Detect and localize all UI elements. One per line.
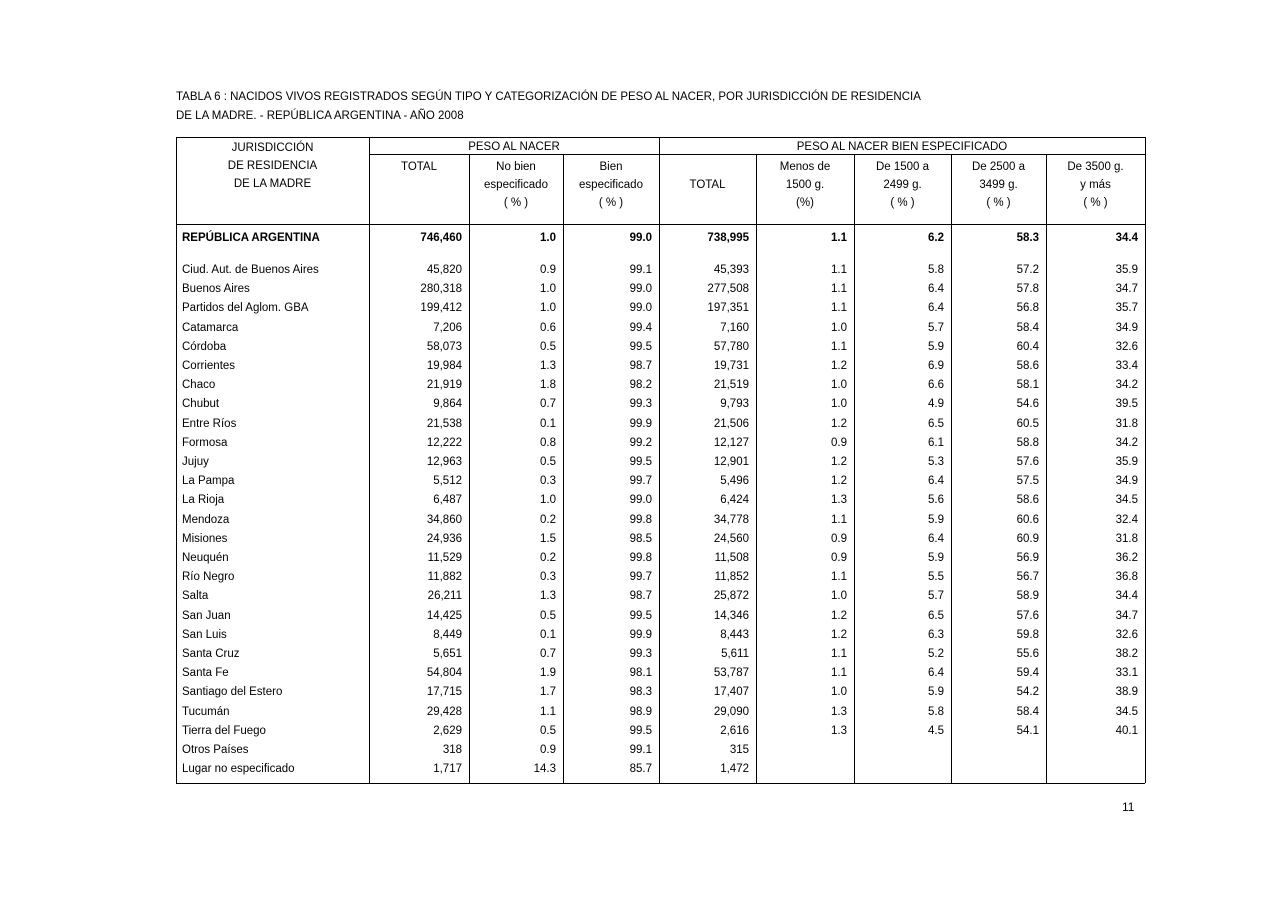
- table-row-value: 1.0: [831, 590, 847, 602]
- total-row-value-5: 1.1: [831, 232, 847, 244]
- group-header-peso-al-nacer: PESO AL NACER: [468, 141, 560, 153]
- table-row-value: 8,443: [720, 629, 749, 641]
- table-row-value: 0.9: [831, 552, 847, 564]
- table-row-label: Santiago del Estero: [182, 686, 283, 698]
- table-row-label: Chaco: [182, 379, 216, 391]
- table-row-value: 11,882: [427, 571, 462, 583]
- table-row-value: 318: [442, 744, 462, 756]
- table-row-value: 54.2: [1016, 686, 1039, 698]
- table-row-value: 6.4: [928, 283, 944, 295]
- table-row-value: 11,852: [714, 571, 749, 583]
- table-row-value: 7,206: [433, 322, 462, 334]
- table-row-value: 58.6: [1016, 360, 1039, 372]
- table-row-value: 34.7: [1115, 283, 1138, 295]
- column-header-8-line-1: De 3500 g.: [1067, 161, 1124, 173]
- table-row-value: 60.6: [1016, 514, 1039, 526]
- table-row-value: 6.6: [928, 379, 944, 391]
- table-row-value: 34.2: [1115, 379, 1138, 391]
- table-row-value: 2,616: [720, 725, 749, 737]
- table-row-value: 33.4: [1115, 360, 1138, 372]
- table-row-value: 280,318: [420, 283, 462, 295]
- table-row-value: 60.5: [1016, 418, 1039, 430]
- table-row-value: 17,715: [426, 686, 462, 698]
- table-row-value: 5.5: [928, 571, 944, 583]
- table-row-value: 98.2: [629, 379, 652, 391]
- table-row-value: 99.3: [629, 648, 652, 660]
- column-header-6-line-1: De 1500 a: [875, 161, 930, 173]
- table-row-value: 60.4: [1016, 341, 1039, 353]
- table-row-label: San Luis: [182, 629, 227, 641]
- table-row-label: Río Negro: [182, 571, 235, 583]
- table-row-value: 21,538: [426, 418, 462, 430]
- stub-header-line-1: JURISDICCIÓN: [231, 142, 314, 154]
- table-row-value: 0.7: [540, 398, 556, 410]
- table-row-value: 12,127: [713, 437, 749, 449]
- table-row-value: 59.8: [1016, 629, 1039, 641]
- table-row-value: 99.0: [629, 302, 652, 314]
- table-row-value: 0.3: [540, 475, 556, 487]
- table-row-value: 9,864: [433, 398, 462, 410]
- table-row-value: 1,472: [720, 763, 749, 775]
- table-row-value: 21,919: [426, 379, 462, 391]
- table-row-value: 1.1: [831, 341, 847, 353]
- table-row-value: 6.4: [928, 475, 944, 487]
- table-row-value: 34,778: [713, 514, 749, 526]
- total-row-value-7: 58.3: [1016, 232, 1039, 244]
- table-row-label: Otros Países: [182, 744, 249, 756]
- table-row-label: Jujuy: [182, 456, 209, 468]
- table-row-value: 1.8: [540, 379, 556, 391]
- table-row-value: 0.6: [540, 322, 556, 334]
- table-row-value: 277,508: [707, 283, 749, 295]
- table-row-value: 24,560: [713, 533, 749, 545]
- table-row-value: 1.3: [540, 590, 556, 602]
- table-row-value: 1.1: [831, 283, 847, 295]
- table-row-label: Tucumán: [182, 706, 230, 718]
- table-row-value: 36.8: [1115, 571, 1138, 583]
- table-row-value: 56.7: [1016, 571, 1039, 583]
- table-row-label: San Juan: [182, 610, 231, 622]
- table-row-value: 99.1: [629, 264, 652, 276]
- table-row-value: 1.2: [831, 629, 847, 641]
- table-row-value: 4.5: [928, 725, 944, 737]
- total-row-label: REPÚBLICA ARGENTINA: [182, 232, 320, 244]
- table-row-value: 35.9: [1115, 264, 1138, 276]
- table-row-value: 99.3: [629, 398, 652, 410]
- table-row-value: 6.5: [928, 418, 944, 430]
- table-row-value: 0.2: [540, 514, 556, 526]
- table-row-value: 1.3: [831, 494, 847, 506]
- table-row-value: 56.8: [1016, 302, 1039, 314]
- table-row-label: Santa Cruz: [182, 648, 240, 660]
- table-row-value: 5,512: [433, 475, 462, 487]
- table-row-value: 34.5: [1115, 706, 1138, 718]
- column-header-4: TOTAL: [689, 179, 726, 191]
- total-row-value-4: 738,995: [707, 232, 749, 244]
- column-header-5-line-1: Menos de: [779, 161, 831, 173]
- table-row-value: 56.9: [1016, 552, 1039, 564]
- table-row-value: 31.8: [1115, 533, 1138, 545]
- table-vertical-rule: [1145, 137, 1146, 783]
- table-row-value: 35.7: [1115, 302, 1138, 314]
- table-row-label: Entre Ríos: [182, 418, 237, 430]
- table-row-value: 12,222: [426, 437, 462, 449]
- table-row-value: 58.8: [1016, 437, 1039, 449]
- table-row-value: 99.5: [629, 610, 652, 622]
- table-row-label: Partidos del Aglom. GBA: [182, 302, 309, 314]
- table-vertical-rule: [176, 137, 177, 783]
- group-header-peso-bien-especificado: PESO AL NACER BIEN ESPECIFICADO: [796, 141, 1008, 153]
- table-row-value: 99.1: [629, 744, 652, 756]
- table-row-value: 1.0: [831, 686, 847, 698]
- table-row-value: 36.2: [1115, 552, 1138, 564]
- column-header-7-line-3: ( % ): [986, 197, 1011, 209]
- table-row-value: 54.1: [1016, 725, 1039, 737]
- table-row-value: 99.0: [629, 494, 652, 506]
- table-row-value: 0.9: [831, 533, 847, 545]
- table-row-value: 1.9: [540, 667, 556, 679]
- table-row-value: 1.0: [831, 322, 847, 334]
- table-row-value: 58.4: [1016, 706, 1039, 718]
- table-row-label: Salta: [182, 590, 209, 602]
- table-row-value: 6.4: [928, 533, 944, 545]
- table-row-value: 0.9: [540, 744, 556, 756]
- table-row-value: 99.9: [629, 629, 652, 641]
- table-row-value: 98.7: [629, 360, 652, 372]
- column-header-3-line-3: ( % ): [598, 197, 624, 209]
- table-row-value: 1.5: [540, 533, 556, 545]
- table-row-value: 12,901: [713, 456, 749, 468]
- table-row-value: 32.6: [1115, 341, 1138, 353]
- column-header-7-line-1: De 2500 a: [971, 161, 1026, 173]
- table-row-value: 99.8: [629, 552, 652, 564]
- table-row-value: 4.9: [928, 398, 944, 410]
- column-header-8-line-2: y más: [1080, 179, 1111, 191]
- stub-header-line-3: DE LA MADRE: [233, 178, 312, 190]
- total-row-value-1: 746,460: [420, 232, 462, 244]
- table-row-value: 53,787: [713, 667, 749, 679]
- table-row-value: 58.4: [1016, 322, 1039, 334]
- table-row-value: 315: [729, 744, 749, 756]
- table-row-value: 0.5: [540, 725, 556, 737]
- table-row-label: Ciud. Aut. de Buenos Aires: [182, 264, 319, 276]
- table-row-value: 5.3: [928, 456, 944, 468]
- table-row-value: 8,449: [433, 629, 462, 641]
- table-row-value: 24,936: [426, 533, 462, 545]
- table-row-label: Córdoba: [182, 341, 227, 353]
- table-row-value: 34.9: [1115, 475, 1138, 487]
- table-row-value: 6.3: [928, 629, 944, 641]
- table-row-value: 98.9: [629, 706, 652, 718]
- table-row-value: 5.9: [928, 514, 944, 526]
- table-row-value: 14,425: [426, 610, 462, 622]
- column-header-1: TOTAL: [401, 161, 437, 173]
- table-row-value: 6,424: [720, 494, 749, 506]
- table-row-value: 57.2: [1016, 264, 1039, 276]
- table-row-value: 34.9: [1115, 322, 1138, 334]
- table-row-label: Misiones: [182, 533, 228, 545]
- table-row-value: 29,090: [713, 706, 749, 718]
- table-row-value: 33.1: [1115, 667, 1138, 679]
- column-header-2-line-3: ( % ): [503, 197, 529, 209]
- table-title: [176, 88, 1156, 126]
- table-row-value: 11,529: [427, 552, 462, 564]
- table-row-value: 19,984: [426, 360, 462, 372]
- table-row-value: 26,211: [427, 590, 462, 602]
- table-row-value: 98.1: [629, 667, 652, 679]
- table-row-value: 0.5: [540, 456, 556, 468]
- table-row-value: 45,820: [426, 264, 462, 276]
- table-row-label: Neuquén: [182, 552, 229, 564]
- column-header-6-line-3: ( % ): [890, 197, 915, 209]
- table-row-value: 58.9: [1016, 590, 1039, 602]
- table-row-value: 39.5: [1115, 398, 1138, 410]
- table-row-value: 1.2: [831, 418, 847, 430]
- table-row-value: 21,506: [713, 418, 749, 430]
- table-row-value: 99.9: [629, 418, 652, 430]
- table-row-value: 5.7: [928, 322, 944, 334]
- table-row-value: 40.1: [1115, 725, 1138, 737]
- table-row-value: 34.4: [1115, 590, 1138, 602]
- table-row-value: 5.7: [928, 590, 944, 602]
- table-row-value: 99.5: [629, 341, 652, 353]
- table-row-label: Formosa: [182, 437, 228, 449]
- table-row-value: 1.2: [831, 360, 847, 372]
- table-row-value: 5.8: [928, 264, 944, 276]
- table-row-value: 1.0: [540, 283, 556, 295]
- table-row-value: 12,963: [426, 456, 462, 468]
- table-row-value: 0.1: [540, 629, 556, 641]
- column-header-2-line-2: especificado: [484, 179, 548, 191]
- table-row-value: 98.5: [629, 533, 652, 545]
- table-row-value: 6.5: [928, 610, 944, 622]
- table-row-value: 14.3: [533, 763, 556, 775]
- table-row-value: 99.5: [629, 725, 652, 737]
- table-row-label: Mendoza: [182, 514, 230, 526]
- table-row-value: 0.2: [540, 552, 556, 564]
- table-row-value: 38.2: [1115, 648, 1138, 660]
- table-row-value: 14,346: [713, 610, 749, 622]
- table-row-value: 58.6: [1016, 494, 1039, 506]
- table-row-value: 1.0: [831, 379, 847, 391]
- table-row-value: 6.1: [928, 437, 944, 449]
- table-row-value: 0.7: [540, 648, 556, 660]
- table-row-value: 0.9: [540, 264, 556, 276]
- table-row-value: 58,073: [426, 341, 462, 353]
- table-row-value: 0.5: [540, 610, 556, 622]
- table-row-value: 98.7: [629, 590, 652, 602]
- table-row-value: 1.1: [540, 706, 556, 718]
- table-row-value: 9,793: [720, 398, 749, 410]
- table-row-value: 19,731: [713, 360, 749, 372]
- table-row-value: 34,860: [426, 514, 462, 526]
- table-row-value: 58.1: [1016, 379, 1039, 391]
- table-row-value: 0.5: [540, 341, 556, 353]
- table-row-label: La Rioja: [182, 494, 225, 506]
- table-row-value: 45,393: [713, 264, 749, 276]
- table-row-value: 7,160: [720, 322, 749, 334]
- table-row-value: 1.0: [831, 398, 847, 410]
- column-header-2-line-1: No bien: [496, 161, 536, 173]
- table-row-value: 1.1: [831, 514, 847, 526]
- table-row-value: 57.5: [1016, 475, 1039, 487]
- table-row-value: 5.6: [928, 494, 944, 506]
- column-header-5-line-3: (%): [796, 197, 814, 209]
- table-row-value: 54.6: [1016, 398, 1039, 410]
- table-row-value: 1.2: [831, 475, 847, 487]
- table-row-value: 99.8: [629, 514, 652, 526]
- table-row-value: 199,412: [420, 302, 462, 314]
- table-row-value: 34.2: [1115, 437, 1138, 449]
- table-row-value: 60.9: [1016, 533, 1039, 545]
- total-row-value-8: 34.4: [1115, 232, 1138, 244]
- table-row-value: 6.4: [928, 302, 944, 314]
- table-row-value: 1.0: [540, 302, 556, 314]
- table-row-value: 32.6: [1115, 629, 1138, 641]
- column-header-3-line-1: Bien: [599, 161, 623, 173]
- table-row-value: 99.5: [629, 456, 652, 468]
- table-row-value: 34.7: [1115, 610, 1138, 622]
- table-row-value: 5.9: [928, 686, 944, 698]
- table-row-label: La Pampa: [182, 475, 235, 487]
- table-row-value: 34.5: [1115, 494, 1138, 506]
- table-row-value: 5.2: [928, 648, 944, 660]
- table-row-value: 99.7: [629, 475, 652, 487]
- table-row-value: 1.0: [540, 494, 556, 506]
- table-row-value: 5.9: [928, 552, 944, 564]
- table-row-label: Chubut: [182, 398, 220, 410]
- table-row-value: 2,629: [433, 725, 462, 737]
- table-row-value: 57.6: [1016, 456, 1039, 468]
- column-header-7-line-2: 3499 g.: [979, 179, 1018, 191]
- page-number: 11: [1122, 800, 1135, 814]
- table-row-value: 5.8: [928, 706, 944, 718]
- table-row-value: 98.3: [629, 686, 652, 698]
- table-row-value: 25,872: [713, 590, 749, 602]
- total-row-value-3: 99.0: [629, 232, 652, 244]
- stub-header-line-2: DE RESIDENCIA: [227, 160, 318, 172]
- table-row-value: 57.8: [1016, 283, 1039, 295]
- table-row-value: 99.4: [629, 322, 652, 334]
- table-row-value: 38.9: [1115, 686, 1138, 698]
- total-row-value-2: 1.0: [540, 232, 556, 244]
- table-row-label: Tierra del Fuego: [182, 725, 266, 737]
- table-row-value: 5.9: [928, 341, 944, 353]
- table-row-value: 197,351: [707, 302, 749, 314]
- table-row-value: 1.7: [540, 686, 556, 698]
- table-row-label: Buenos Aires: [182, 283, 250, 295]
- table-row-value: 99.7: [629, 571, 652, 583]
- table-row-value: 0.8: [540, 437, 556, 449]
- column-header-5-line-2: 1500 g.: [785, 179, 825, 191]
- total-row-value-6: 6.2: [928, 232, 944, 244]
- table-row-value: 0.9: [831, 437, 847, 449]
- table-row-value: 1.2: [831, 610, 847, 622]
- table-row-value: 1.2: [831, 456, 847, 468]
- table-row-value: 99.0: [629, 283, 652, 295]
- table-row-value: 11,508: [714, 552, 749, 564]
- table-row-value: 5,611: [721, 648, 749, 660]
- table-horizontal-rule: [176, 137, 1145, 138]
- table-title-line-2: DE LA MADRE. - REPÚBLICA ARGENTINA - AÑO 2008: [176, 110, 464, 122]
- table-row-value: 99.2: [629, 437, 652, 449]
- table-horizontal-rule: [176, 224, 1145, 225]
- table-horizontal-rule: [369, 154, 1145, 155]
- table-horizontal-rule: [176, 783, 1145, 784]
- table-row-value: 1.1: [831, 667, 847, 679]
- table-row-value: 6,487: [433, 494, 462, 506]
- table-row-value: 6.9: [928, 360, 944, 372]
- table-row-value: 1.1: [831, 302, 847, 314]
- table-row-value: 5,496: [720, 475, 749, 487]
- column-header-8-line-3: ( % ): [1083, 197, 1108, 209]
- table-row-value: 1.1: [831, 571, 847, 583]
- table-row-value: 1.3: [831, 725, 847, 737]
- table-row-value: 57.6: [1016, 610, 1039, 622]
- table-row-value: 1,717: [433, 763, 462, 775]
- table-row-value: 1.1: [831, 264, 847, 276]
- table-row-label: Corrientes: [182, 360, 236, 372]
- table-row-value: 0.3: [540, 571, 556, 583]
- table-row-value: 5,651: [433, 648, 462, 660]
- table-row-label: Lugar no especificado: [182, 763, 295, 775]
- table-row-value: 1.1: [831, 648, 847, 660]
- column-header-3-line-2: especificado: [579, 179, 643, 191]
- table-row-value: 29,428: [426, 706, 462, 718]
- table-row-value: 1.3: [540, 360, 556, 372]
- table-row-label: Catamarca: [182, 322, 239, 334]
- table-row-label: Santa Fe: [182, 667, 229, 679]
- table-row-value: 17,407: [713, 686, 749, 698]
- table-row-value: 57,780: [713, 341, 749, 353]
- table-row-value: 55.6: [1016, 648, 1039, 660]
- table-row-value: 21,519: [713, 379, 749, 391]
- column-header-6-line-2: 2499 g.: [883, 179, 922, 191]
- table-row-value: 54,804: [426, 667, 462, 679]
- table-row-value: 85.7: [629, 763, 652, 775]
- table-title-line-1: TABLA 6 : NACIDOS VIVOS REGISTRADOS SEGÚN TIPO Y CATEGORIZACIÓN DE PESO AL NACER, POR JURISDICCIÓN DE RESIDENCIA: [176, 91, 921, 103]
- table-row-value: 35.9: [1115, 456, 1138, 468]
- table-row-value: 1.3: [831, 706, 847, 718]
- table-row-value: 0.1: [540, 418, 556, 430]
- table-row-value: 32.4: [1115, 514, 1138, 526]
- table-row-value: 6.4: [928, 667, 944, 679]
- table-row-value: 59.4: [1016, 667, 1039, 679]
- table-row-value: 31.8: [1115, 418, 1138, 430]
